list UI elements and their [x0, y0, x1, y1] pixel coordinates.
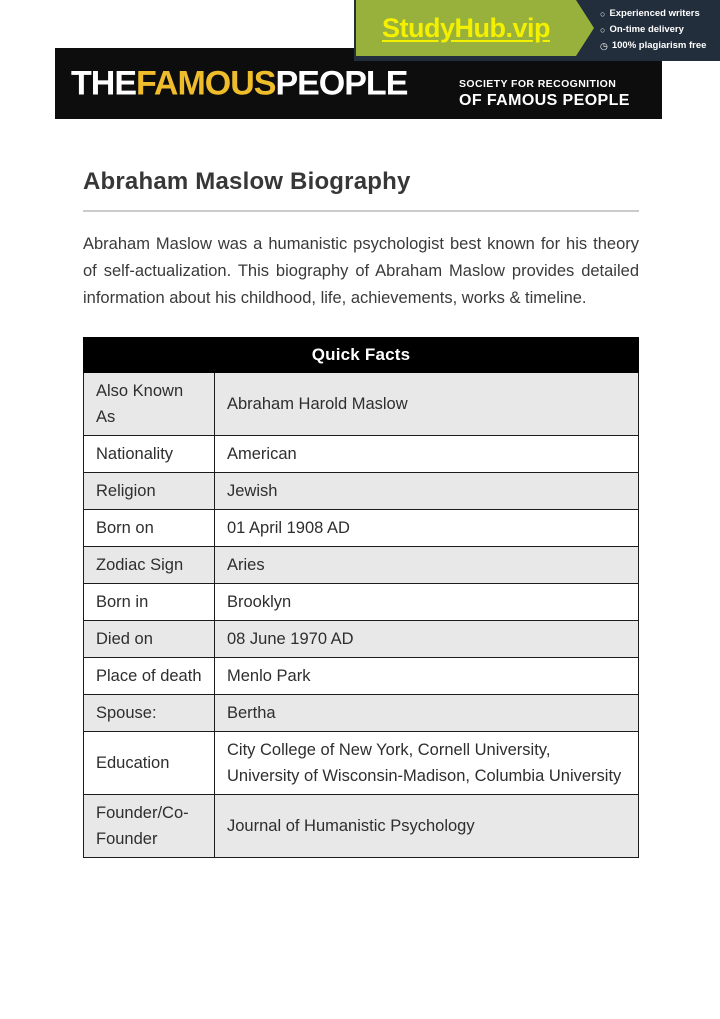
table-row: [84, 732, 639, 795]
fact-label: Also Known As: [84, 373, 215, 436]
bullet-icon: ○: [600, 24, 606, 35]
fact-value: Journal of Humanistic Psychology: [215, 795, 639, 858]
bullet-label: 100% plagiarism free: [611, 40, 707, 51]
fact-label: Nationality: [84, 436, 215, 473]
fact-value: Abraham Harold Maslow: [215, 373, 639, 436]
fact-value: 08 June 1970 AD: [215, 621, 639, 658]
fact-value: Aries: [215, 547, 639, 584]
fact-value: Bertha: [215, 695, 639, 732]
article-content: [83, 168, 639, 858]
promo-bullet-list: [600, 6, 706, 54]
table-row: [84, 473, 639, 510]
fact-value: 01 April 1908 AD: [215, 510, 639, 547]
table-row: [84, 695, 639, 732]
fact-label: Religion: [84, 473, 215, 510]
title-divider: [83, 210, 639, 212]
bullet-icon: ◷: [600, 40, 608, 51]
fact-value: Menlo Park: [215, 658, 639, 695]
promo-banner: [354, 0, 720, 61]
fact-label: Spouse:: [84, 695, 215, 732]
fact-label: Zodiac Sign: [84, 547, 215, 584]
masthead-tagline: [459, 78, 630, 110]
table-row: [84, 510, 639, 547]
promo-bullet: [600, 38, 706, 54]
tagline-line1: SOCIETY FOR RECOGNITION: [459, 78, 617, 90]
fact-label: Founder/Co-Founder: [84, 795, 215, 858]
table-row: [84, 795, 639, 858]
studyhub-brand-link[interactable]: StudyHub.vip: [382, 12, 550, 43]
table-row: [84, 373, 639, 436]
table-row: [84, 658, 639, 695]
page-title: Abraham Maslow Biography: [83, 168, 411, 195]
tagline-line2: OF FAMOUS PEOPLE: [459, 92, 630, 109]
fact-value: City College of New York, Cornell University, University of Wisconsin-Madison, Columbia University: [215, 732, 639, 795]
promo-bullet: [600, 6, 706, 22]
table-row: [84, 621, 639, 658]
fact-label: Education: [84, 732, 215, 795]
promo-bullet: [600, 22, 706, 38]
quick-facts-title: Quick Facts: [84, 338, 639, 373]
fact-value: Brooklyn: [215, 584, 639, 621]
bullet-label: On-time delivery: [609, 24, 684, 35]
quick-facts-body: [84, 373, 639, 858]
fact-label: Died on: [84, 621, 215, 658]
logo-people: PEOPLE: [275, 64, 408, 102]
fact-label: Place of death: [84, 658, 215, 695]
fact-label: Born in: [84, 584, 215, 621]
fact-value: Jewish: [215, 473, 639, 510]
table-row: [84, 436, 639, 473]
table-row: [84, 584, 639, 621]
intro-paragraph: Abraham Maslow was a humanistic psychologist best known for his theory of self-actualization. This biography of Abraham Maslow provides detailed information about his childhood, life, achievements, works & timeline.: [83, 235, 639, 307]
quick-facts-header-row: [84, 338, 639, 373]
famous-people-logo: [71, 64, 407, 103]
quick-facts-head: [84, 338, 639, 373]
quick-facts-table: [83, 337, 639, 858]
logo-the: THE: [71, 64, 136, 102]
bullet-icon: ○: [600, 8, 606, 19]
logo-famous: FAMOUS: [136, 64, 276, 102]
bullet-label: Experienced writers: [609, 8, 700, 19]
table-row: [84, 547, 639, 584]
fact-label: Born on: [84, 510, 215, 547]
studyhub-ribbon: [356, 0, 576, 56]
fact-value: American: [215, 436, 639, 473]
